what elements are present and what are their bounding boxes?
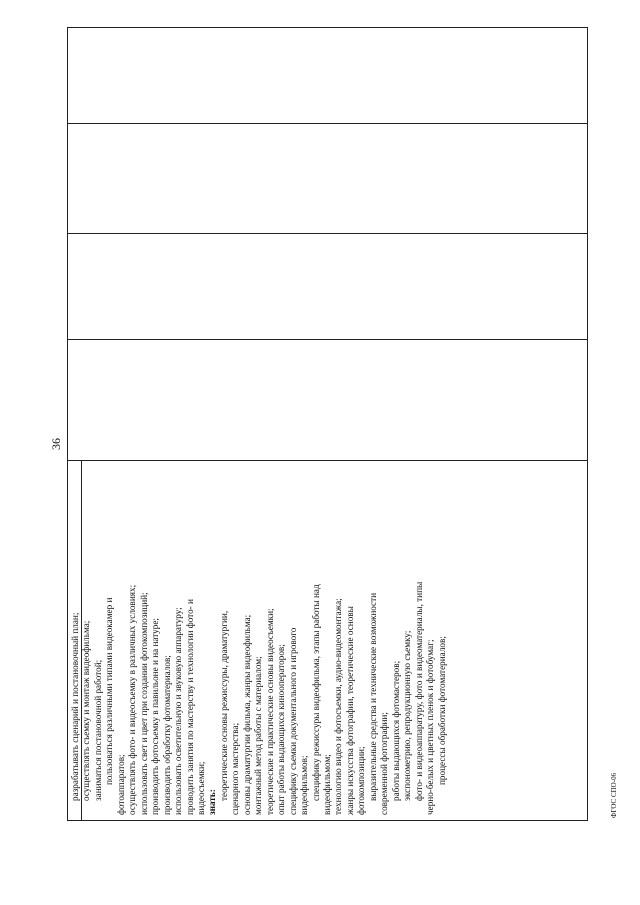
text-line: работы выдающихся фотомастеров; <box>390 660 401 801</box>
text-line: разрабатывать сценарий и постановочный план; <box>70 612 80 801</box>
footer-code-text: ФГОС СПО-06 <box>610 772 618 818</box>
text-line: специфику режиссуры видеофильма, этапы работы над <box>310 584 321 801</box>
text-line: сценарного мастерства; <box>230 722 241 815</box>
text-line: видеофильмом; <box>321 754 332 815</box>
text-line: осуществлять съемку и монтаж видеофильма; <box>81 620 92 801</box>
text-line: производить обработку фотоматериалов; <box>161 655 172 815</box>
section-heading: знать: <box>207 789 218 815</box>
text-line: осуществлять фото- и видеосъемку в различных условиях; <box>127 584 138 815</box>
text-line: основы драматургии фильма, жанры видеофильма; <box>241 614 252 815</box>
page-number: 36 <box>49 438 63 450</box>
text-line: проводить занятия по мастерству и технологии фото- и <box>184 599 195 815</box>
text-line: видеосъемки; <box>195 761 206 815</box>
text-line: современной фотографии; <box>379 712 390 815</box>
text-line: видеофильмов; <box>299 755 310 815</box>
text-line: технологию видео и фотосъемки, аудио-видеомонтажа; <box>333 598 344 815</box>
text-line: фото- и видеоаппаратуру, фото и видеоматериалы, типы <box>413 581 424 801</box>
text-line: теоретические и практические основы видеосъемки; <box>264 608 275 815</box>
text-line: производить фотосъемку в павильоне и на натуре; <box>150 618 161 815</box>
text-line: пользоваться различными типами видеокамер и <box>104 597 115 785</box>
text-line: использовать свет и цвет при создании фотокомпозиций; <box>138 592 149 815</box>
text-line: процессы обработки фотоматериалов; <box>436 636 447 785</box>
text-line: черно-белых и цветных пленок и фотобумаг; <box>425 639 436 815</box>
text-line: специфику съемки документального и игрового <box>287 627 298 815</box>
text-line: экспонометрию, репродукционную съемку; <box>402 630 413 801</box>
text-line: заниматься постановочной работой; <box>92 659 103 801</box>
text-line: монтажный метод работы с материалом; <box>253 656 264 815</box>
text-line: теоретические основы режиссуры, драматургии, <box>218 610 229 801</box>
text-line: опыт работы выдающихся кинооператоров; <box>276 644 287 815</box>
text-line: фотокомпозиции; <box>356 746 367 815</box>
text-line: выразительные средства и технические возможности <box>367 592 378 801</box>
footer-code <box>610 772 622 830</box>
text-line: использовать осветительную и звуковую аппаратуру; <box>173 607 184 815</box>
text-line: жанры искусства фотографии, теоретические основы <box>344 606 355 815</box>
text-line: фотоаппаратов; <box>115 754 126 815</box>
competency-text-cell <box>69 27 532 817</box>
